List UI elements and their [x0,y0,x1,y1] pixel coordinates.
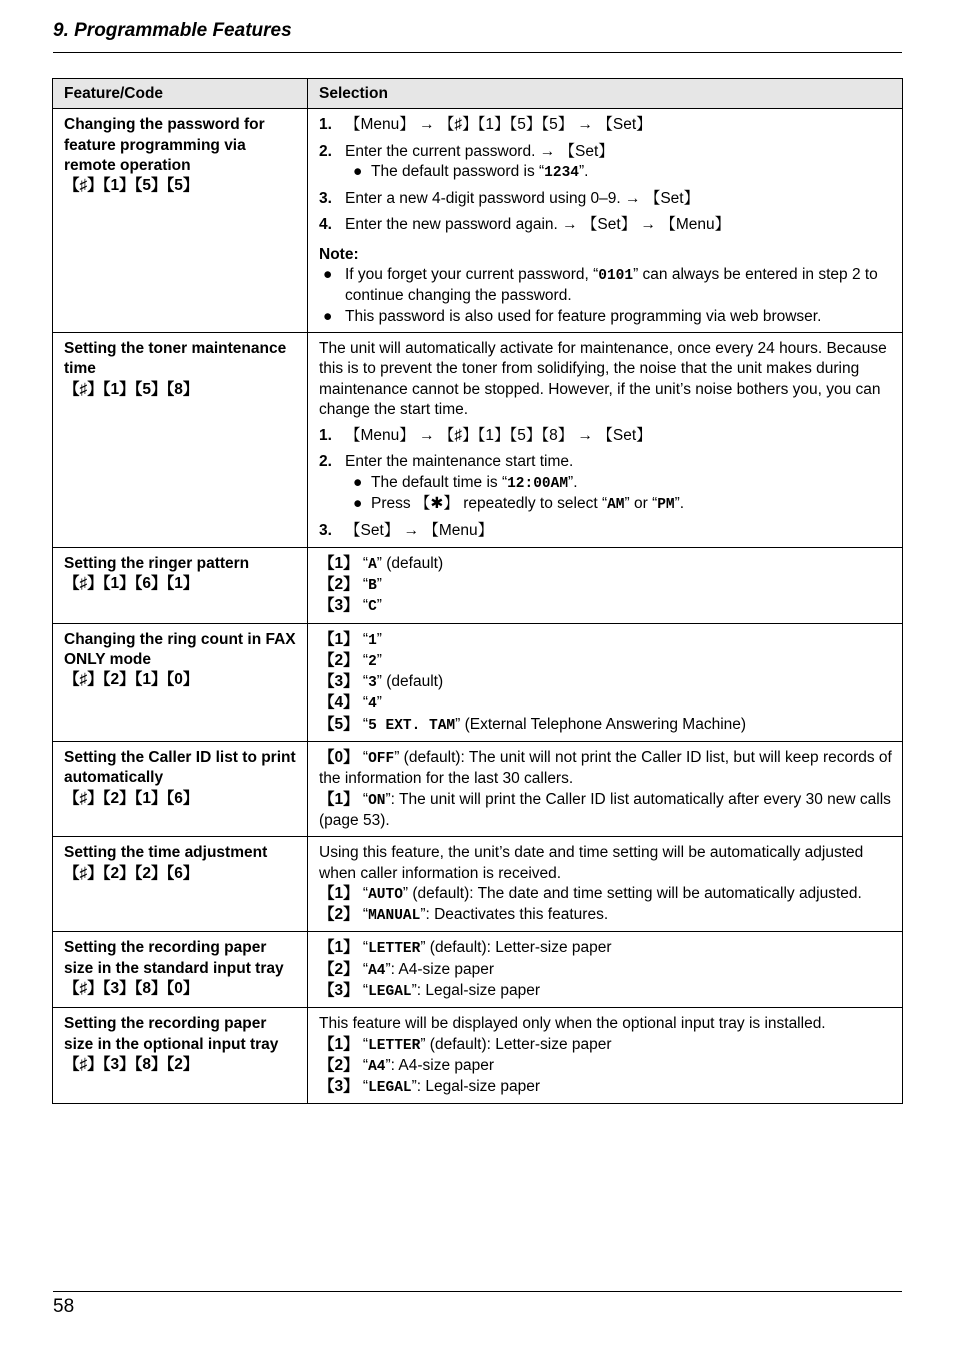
step [319,142,892,184]
note-label: Note: [319,245,359,263]
feature-cell [53,623,308,741]
feature-name: Changing the ring count in FAX ONLY mode [64,630,296,668]
option-line: 【3】 “C” [319,597,382,616]
table-row [53,332,903,547]
step [319,215,892,235]
step-number: 2. [319,142,332,160]
feature-table [52,78,903,1104]
feature-code: 【♯】【1】【6】【1】 [64,574,199,592]
bullet-icon: ● [353,495,363,513]
column-header-selection: Selection [308,79,903,109]
step-text: Enter a new 4-digit password using 0–9. → 【Set】 [345,190,700,208]
page-number: 58 [53,1296,75,1317]
feature-name: Setting the toner maintenance time [64,339,287,378]
feature-code: 【♯】【3】【8】【0】 [64,979,199,997]
step-text: 【Menu】 → 【♯】【1】【5】【5】 → 【Set】 [345,116,652,134]
option-line: 【1】 “LETTER” (default): Letter-size paper [319,1035,612,1054]
option-line: 【3】 “LEGAL”: Legal-size paper [319,981,540,1000]
option-line: 【1】 “AUTO” (default): The date and time setting will be automatically adjusted. [319,884,862,903]
feature-cell [53,837,308,932]
feature-name: Setting the Caller ID list to print automatically [64,749,296,787]
step [319,521,892,541]
selection-cell [308,1008,903,1104]
table-row [53,837,903,932]
step-number: 3. [319,522,332,540]
option-line: 【1】 “1” [319,630,382,649]
feature-description: This feature will be displayed only when the optional input tray is installed. [319,1015,826,1033]
feature-code: 【♯】【2】【2】【6】 [64,864,199,882]
table-row [53,1008,903,1104]
table-row [53,742,903,837]
table-header-row [53,79,903,109]
bullet-icon: ● [353,473,363,491]
table-row [53,623,903,741]
note-item: ● This password is also used for feature programming via web browser. [319,307,892,327]
option-line: 【1】 “LETTER” (default): Letter-size paper [319,939,612,958]
feature-description: The unit will automatically activate for maintenance, once every 24 hours. Because this is to prevent the toner from solidifying, the noise that the unit makes during maintenance cannot be stopped. However, if the unit’s noise bothers you, you can change the start time. [319,339,887,418]
option-line: 【2】 “A4”: A4-size paper [319,1056,495,1075]
sub-bullet: ● The default password is “1234”. [345,162,892,183]
option-line: 【2】 “MANUAL”: Deactivates this features. [319,906,609,925]
selection-cell [308,623,903,741]
option-line: 【2】 “2” [319,651,382,670]
selection-cell [308,742,903,837]
feature-cell [53,932,308,1008]
step-text: Enter the new password again. → 【Set】 → 【Menu】 [345,216,731,234]
feature-name: Setting the ringer pattern [64,554,250,572]
step [319,115,892,135]
table-row [53,109,903,333]
option-line: 【5】 “5 EXT. TAM” (External Telephone Answering Machine) [319,715,747,734]
feature-code: 【♯】【1】【5】【8】 [64,380,199,398]
step-number: 3. [319,190,332,208]
step-number: 1. [319,116,332,134]
feature-description: Using this feature, the unit’s date and time setting will be automatically adjusted when caller information is received. [319,844,864,882]
bullet-icon: ● [353,162,363,180]
selection-cell [308,932,903,1008]
option-line: 【3】 “3” (default) [319,673,444,692]
feature-cell [53,547,308,623]
step-number: 4. [319,216,332,234]
step-text: Enter the maintenance start time. [345,453,574,471]
option-line: 【4】 “4” [319,694,382,713]
feature-name: Setting the time adjustment [64,844,268,862]
selection-cell [308,837,903,932]
feature-cell [53,742,308,837]
column-header-feature: Feature/Code [53,79,308,109]
step-number: 2. [319,453,332,471]
feature-code: 【♯】【2】【1】【6】 [64,789,199,807]
selection-cell [308,109,903,333]
feature-code: 【♯】【2】【1】【0】 [64,671,199,689]
option-line: 【3】 “LEGAL”: Legal-size paper [319,1078,540,1097]
feature-code: 【♯】【3】【8】【2】 [64,1055,199,1073]
step-text: Enter the current password. → 【Set】 [345,142,614,160]
option-line: 【2】 “A4”: A4-size paper [319,960,495,979]
feature-name: Setting the recording paper size in the optional input tray [64,1015,279,1053]
feature-name: Changing the password for feature programming via remote operation [64,116,265,174]
table-row [53,547,903,623]
feature-name: Setting the recording paper size in the standard input tray [64,939,284,977]
option-line: 【1】 “ON”: The unit will print the Caller ID list automatically after every 30 new calls (page 53). [319,790,891,829]
option-line: 【2】 “B” [319,575,382,594]
sub-bullet: ● The default time is “12:00AM”. [345,473,892,494]
feature-code: 【♯】【1】【5】【5】 [64,177,199,195]
bullet-icon: ● [323,266,333,284]
sub-bullet: ● Press 【✱】 repeatedly to select “AM” or “PM”. [345,494,892,515]
option-line: 【1】 “A” (default) [319,554,444,573]
feature-cell [53,1008,308,1104]
step-text: 【Menu】 → 【♯】【1】【5】【8】 → 【Set】 [345,427,652,445]
default-value: 1234 [544,164,579,181]
footer-rule [53,1291,902,1292]
step-text: 【Set】 → 【Menu】 [345,522,494,540]
selection-cell [308,332,903,547]
selection-cell [308,547,903,623]
table-row [53,932,903,1008]
bullet-icon: ● [323,307,333,325]
option-line: 【0】 “OFF” (default): The unit will not print the Caller ID list, but will keep records of the information for the last 30 callers. [319,749,892,788]
step [319,426,892,446]
header-rule [53,52,902,53]
feature-cell [53,332,308,547]
feature-cell [53,109,308,333]
step [319,189,892,209]
section-title: 9. Programmable Features [53,20,292,41]
note-item: ● If you forget your current password, “0101” can always be entered in step 2 to continue changing the password. [319,265,892,307]
step [319,452,892,515]
step-number: 1. [319,427,332,445]
